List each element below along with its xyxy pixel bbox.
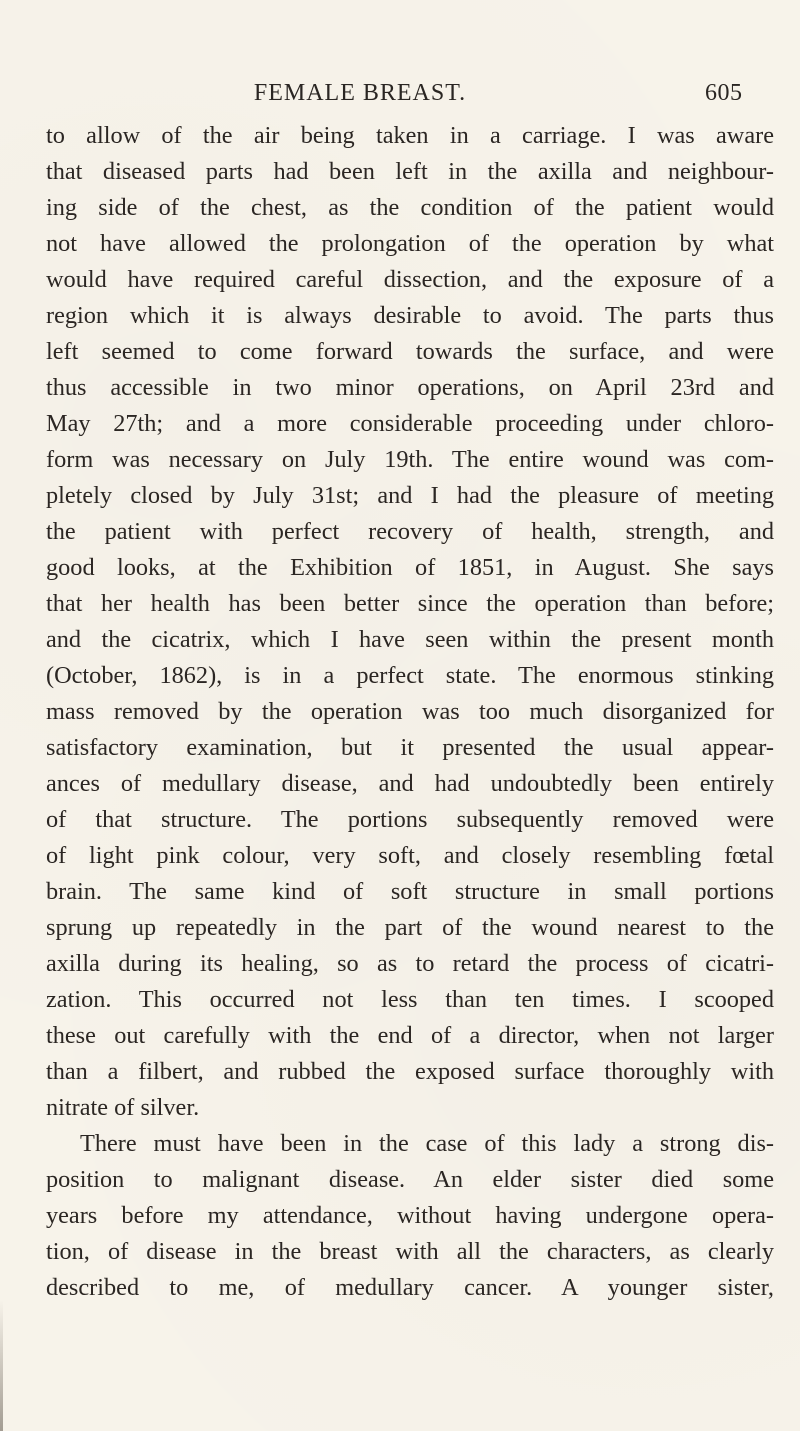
text-line: not have allowed the prolongation of the operation by what (46, 230, 774, 257)
text-line: satisfactory examination, but it presented the usual appear- (46, 734, 774, 761)
text-line: of light pink colour, very soft, and closely resembling fœtal (46, 842, 774, 869)
text-line: to allow of the air being taken in a carriage. I was aware (46, 122, 774, 149)
text-line: axilla during its healing, so as to retard the process of cicatri- (46, 950, 774, 977)
text-line: left seemed to come forward towards the surface, and were (46, 338, 774, 365)
running-head (0, 80, 800, 110)
text-line: sprung up repeatedly in the part of the wound nearest to the (46, 914, 774, 941)
text-line: thus accessible in two minor operations, on April 23rd and (46, 374, 774, 401)
text-line: than a filbert, and rubbed the exposed surface thoroughly with (46, 1058, 774, 1085)
text-line: that diseased parts had been left in the axilla and neighbour- (46, 158, 774, 185)
text-line: ing side of the chest, as the condition of the patient would (46, 194, 774, 221)
body-text (46, 118, 774, 1306)
text-line: these out carefully with the end of a director, when not larger (46, 1022, 774, 1049)
text-line: would have required careful dissection, and the exposure of a (46, 266, 774, 293)
text-line: the patient with perfect recovery of health, strength, and (46, 518, 774, 545)
text-line: described to me, of medullary cancer. A younger sister, (46, 1274, 774, 1301)
text-line: tion, of disease in the breast with all the characters, as clearly (46, 1238, 774, 1265)
text-line: mass removed by the operation was too much disorganized for (46, 698, 774, 725)
text-line: and the cicatrix, which I have seen within the present month (46, 626, 774, 653)
text-line: form was necessary on July 19th. The entire wound was com- (46, 446, 774, 473)
page-number: 605 (705, 80, 743, 106)
text-line: position to malignant disease. An elder sister died some (46, 1166, 774, 1193)
text-line: of that structure. The portions subsequently removed were (46, 806, 774, 833)
text-line: that her health has been better since the operation than before; (46, 590, 774, 617)
text-line: good looks, at the Exhibition of 1851, in August. She says (46, 554, 774, 581)
text-line-paragraph-end: nitrate of silver. (46, 1094, 200, 1121)
running-title: FEMALE BREAST. (253, 80, 467, 106)
text-line: (October, 1862), is in a perfect state. The enormous stinking (46, 662, 774, 689)
text-line: ances of medullary disease, and had undoubtedly been entirely (46, 770, 774, 797)
text-line: zation. This occurred not less than ten times. I scooped (46, 986, 774, 1013)
text-line: region which it is always desirable to avoid. The parts thus (46, 302, 774, 329)
text-line: pletely closed by July 31st; and I had the pleasure of meeting (46, 482, 774, 509)
text-line-paragraph-start: There must have been in the case of this lady a strong dis- (80, 1130, 774, 1157)
text-line: brain. The same kind of soft structure in small portions (46, 878, 774, 905)
page-edge-shadow (0, 1300, 3, 1431)
text-line: years before my attendance, without having undergone opera- (46, 1202, 774, 1229)
text-line: May 27th; and a more considerable proceeding under chloro- (46, 410, 774, 437)
